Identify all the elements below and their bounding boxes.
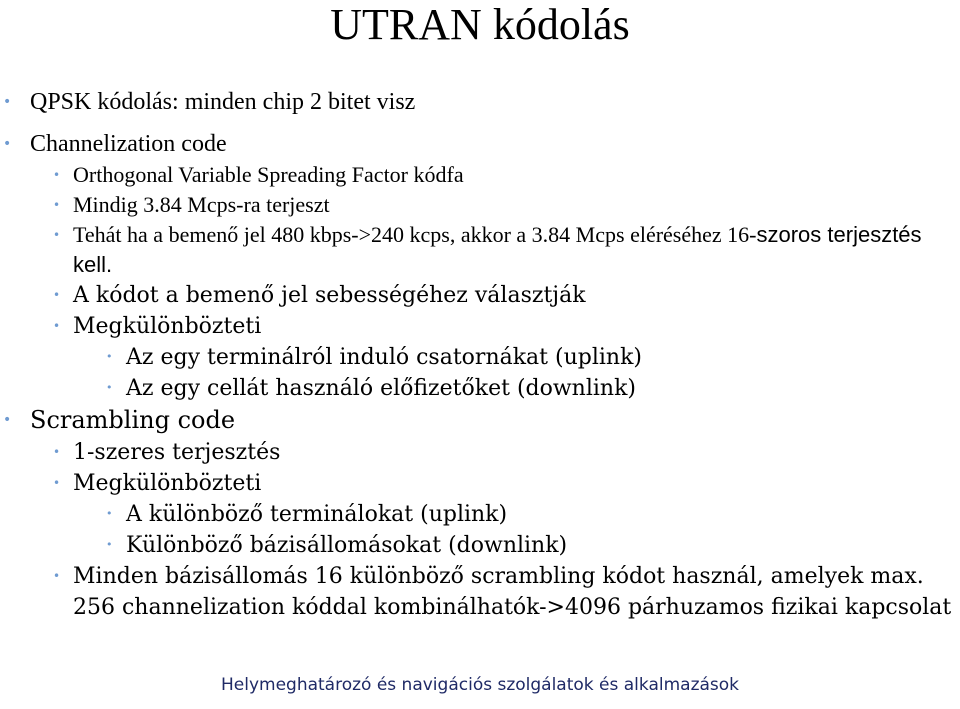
bullet-icon: • xyxy=(53,198,61,212)
item-text: Orthogonal Variable Spreading Factor kódfa xyxy=(73,162,464,187)
bullet-item xyxy=(0,190,960,220)
item-text: Scrambling code xyxy=(30,406,236,434)
item-text-continued: szoros terjesztés kell. xyxy=(73,222,922,277)
bullet-icon: • xyxy=(106,507,113,520)
item-text: 1-szeres terjesztés xyxy=(73,440,281,465)
bullet-icon: • xyxy=(3,136,12,152)
bullet-icon: • xyxy=(53,476,61,490)
bullet-icon: • xyxy=(3,94,12,110)
slide-footer: Helymeghatározó és navigációs szolgálatok és alkalmazások xyxy=(220,675,740,695)
slide-title: UTRAN kódolás xyxy=(330,0,630,49)
item-text: Channelization code xyxy=(30,131,227,157)
bullet-item xyxy=(0,128,960,160)
bullet-item xyxy=(0,404,960,437)
bullet-item xyxy=(0,342,960,373)
bullet-item xyxy=(0,499,960,530)
bullet-item xyxy=(0,220,960,280)
item-text: A különböző terminálokat (uplink) xyxy=(126,502,508,527)
bullet-continuation xyxy=(0,592,960,623)
bullet-item xyxy=(0,561,960,592)
item-text: Tehát ha a bemenő jel 480 kbps->240 kcps, akkor a 3.84 Mcps eléréséhez 16- xyxy=(73,222,757,247)
bullet-icon: • xyxy=(106,381,113,394)
item-text: Az egy terminálról induló csatornákat (uplink) xyxy=(126,345,643,370)
bullet-item xyxy=(0,311,960,342)
bullet-icon: • xyxy=(53,319,61,333)
bullet-item xyxy=(0,86,960,118)
bullet-icon: • xyxy=(106,350,113,363)
item-text: Mindig 3.84 Mcps-ra terjeszt xyxy=(73,192,330,217)
bullet-icon: • xyxy=(53,569,61,583)
bullet-icon: • xyxy=(53,445,61,459)
item-text: Az egy cellát használó előfizetőket (downlink) xyxy=(126,376,637,401)
bullet-icon: • xyxy=(53,228,61,242)
bullet-item xyxy=(0,160,960,190)
item-text: Különböző bázisállomásokat (downlink) xyxy=(126,533,568,558)
bullet-item xyxy=(0,437,960,468)
item-text: Minden bázisállomás 16 különböző scrambling kódot használ, amelyek max. xyxy=(73,564,924,589)
bullet-item xyxy=(0,530,960,561)
item-text: QPSK kódolás: minden chip 2 bitet visz xyxy=(30,89,416,115)
item-text: A kódot a bemenő jel sebességéhez választják xyxy=(73,283,586,308)
item-text: Megkülönbözteti xyxy=(73,471,262,496)
bullet-item xyxy=(0,373,960,404)
item-text: Megkülönbözteti xyxy=(73,314,262,339)
bullet-icon: • xyxy=(53,168,61,182)
item-text: 256 channelization kóddal kombinálhatók->4096 párhuzamos fizikai kapcsolat xyxy=(73,595,952,620)
bullet-icon: • xyxy=(106,538,113,551)
slide-body xyxy=(0,86,960,623)
bullet-item xyxy=(0,468,960,499)
bullet-icon: • xyxy=(3,412,12,428)
bullet-item xyxy=(0,280,960,311)
bullet-icon: • xyxy=(53,288,61,302)
